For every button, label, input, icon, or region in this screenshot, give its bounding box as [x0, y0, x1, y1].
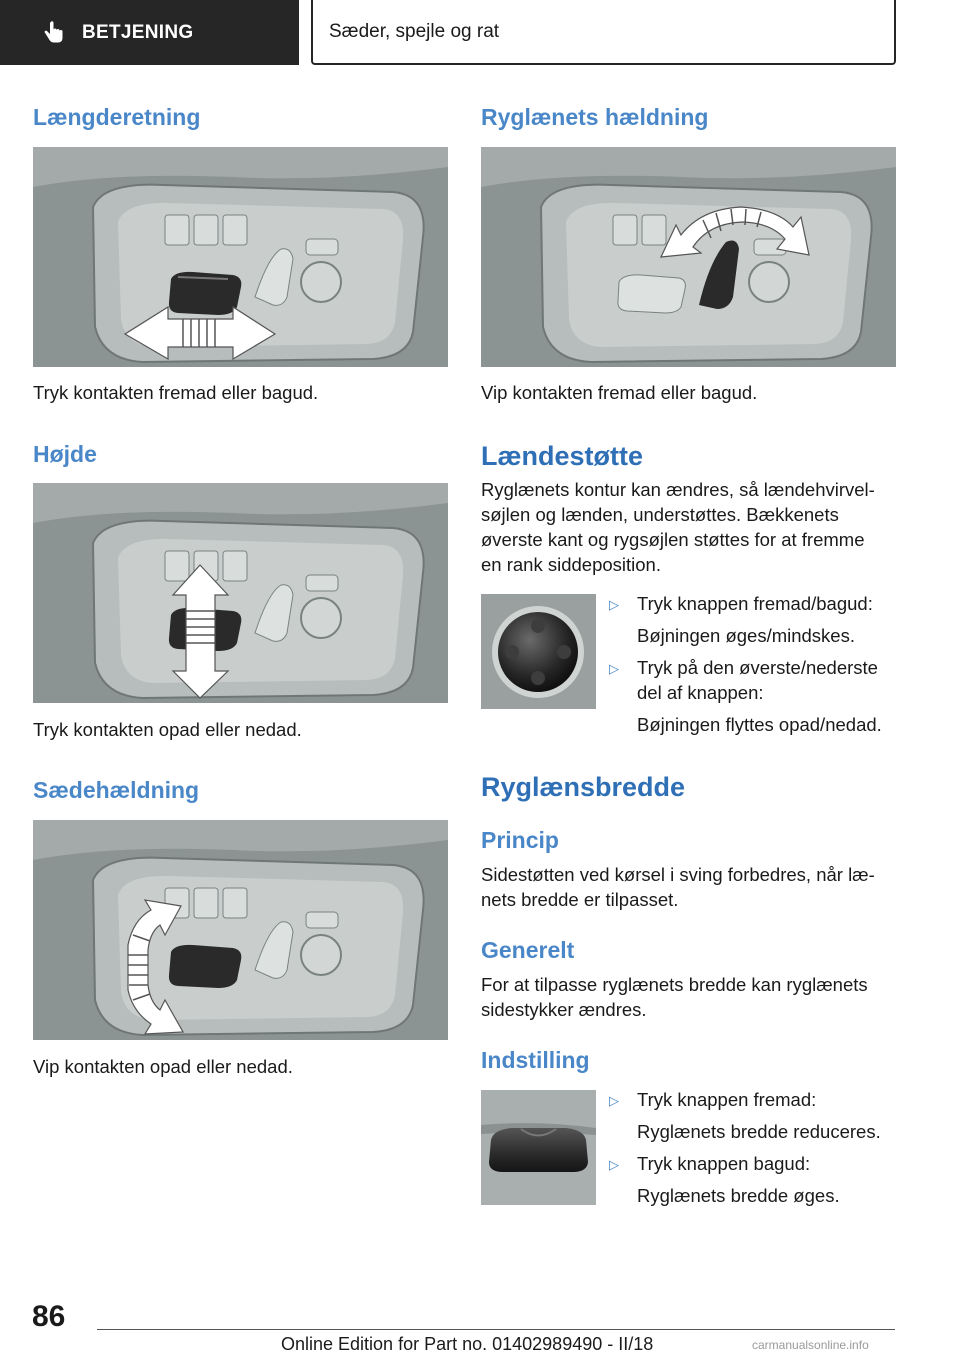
- list-item: ▷ Tryk knappen fremad: Ryglænets bredde reduceres.: [609, 1089, 881, 1142]
- caption-longitudinal: Tryk kontakten fremad eller bagud.: [33, 382, 319, 403]
- caption-height: Tryk kontakten opad eller nedad.: [33, 719, 302, 740]
- heading-laengderetning: Længderetning: [33, 104, 201, 130]
- width-instructions: [609, 1087, 909, 1208]
- chapter-title: Sæder, spejle og rat: [329, 20, 500, 42]
- list-item: ▷ Tryk på den øverste/nederste del af knappen: Bøjningen flyttes opad/nedad.: [609, 657, 882, 735]
- heading-ryglaensbredde: Ryglænsbredde: [481, 772, 686, 802]
- seat-control-image-longitudinal: [33, 147, 448, 367]
- heading-laendestotte: Lændestøtte: [481, 441, 643, 471]
- seat-control-image-backrest: [481, 147, 896, 367]
- width-button-image: [481, 1090, 596, 1205]
- lumbar-button-image: [481, 594, 596, 709]
- triangle-bullet-icon: ▷: [609, 597, 619, 612]
- heading-hojde: Højde: [33, 441, 97, 467]
- watermark: carmanualsonline.info: [752, 1338, 869, 1352]
- lumbar-description: Ryglænets kontur kan ændres, så lændehvirvel‐ søjlen og lænden, understøttes. Bækkenets øverste kant og rygsøjlen støttes for at fremme en rank siddeposition.: [481, 479, 875, 575]
- lumbar-instructions: [609, 591, 909, 737]
- chapter-tab: [311, 0, 896, 65]
- seat-control-image-height: [33, 483, 448, 703]
- list-item: ▷ Tryk knappen bagud: Ryglænets bredde øges.: [609, 1153, 840, 1206]
- footer-divider: [97, 1329, 895, 1330]
- seat-control-image-tilt: [33, 820, 448, 1040]
- triangle-bullet-icon: ▷: [609, 1093, 619, 1108]
- caption-backrest: Vip kontakten fremad eller bagud.: [481, 382, 758, 403]
- footer-edition: Online Edition for Part no. 01402989490 - II/18: [281, 1334, 654, 1354]
- heading-ryglaenets-haeldning: Ryglænets hældning: [481, 104, 709, 130]
- heading-generelt: Generelt: [481, 937, 575, 963]
- triangle-bullet-icon: ▷: [609, 1157, 619, 1172]
- principle-text: Sidestøtten ved kørsel i sving forbedres, når læ‐ nets bredde er tilpasset.: [481, 864, 875, 910]
- general-text: For at tilpasse ryglænets bredde kan ryglænets sidestykker ændres.: [481, 974, 868, 1020]
- triangle-bullet-icon: ▷: [609, 661, 619, 676]
- list-item: ▷ Tryk knappen fremad/bagud: Bøjningen øges/mindskes.: [609, 593, 873, 646]
- page-number: 86: [32, 1300, 66, 1333]
- heading-princip: Princip: [481, 827, 559, 853]
- caption-tilt: Vip kontakten opad eller nedad.: [33, 1056, 293, 1077]
- hand-pointer-icon: [42, 20, 66, 46]
- section-tab: [0, 0, 299, 65]
- heading-indstilling: Indstilling: [481, 1047, 590, 1073]
- heading-saedehaeldning: Sædehældning: [33, 777, 200, 803]
- section-title: BETJENING: [82, 21, 194, 43]
